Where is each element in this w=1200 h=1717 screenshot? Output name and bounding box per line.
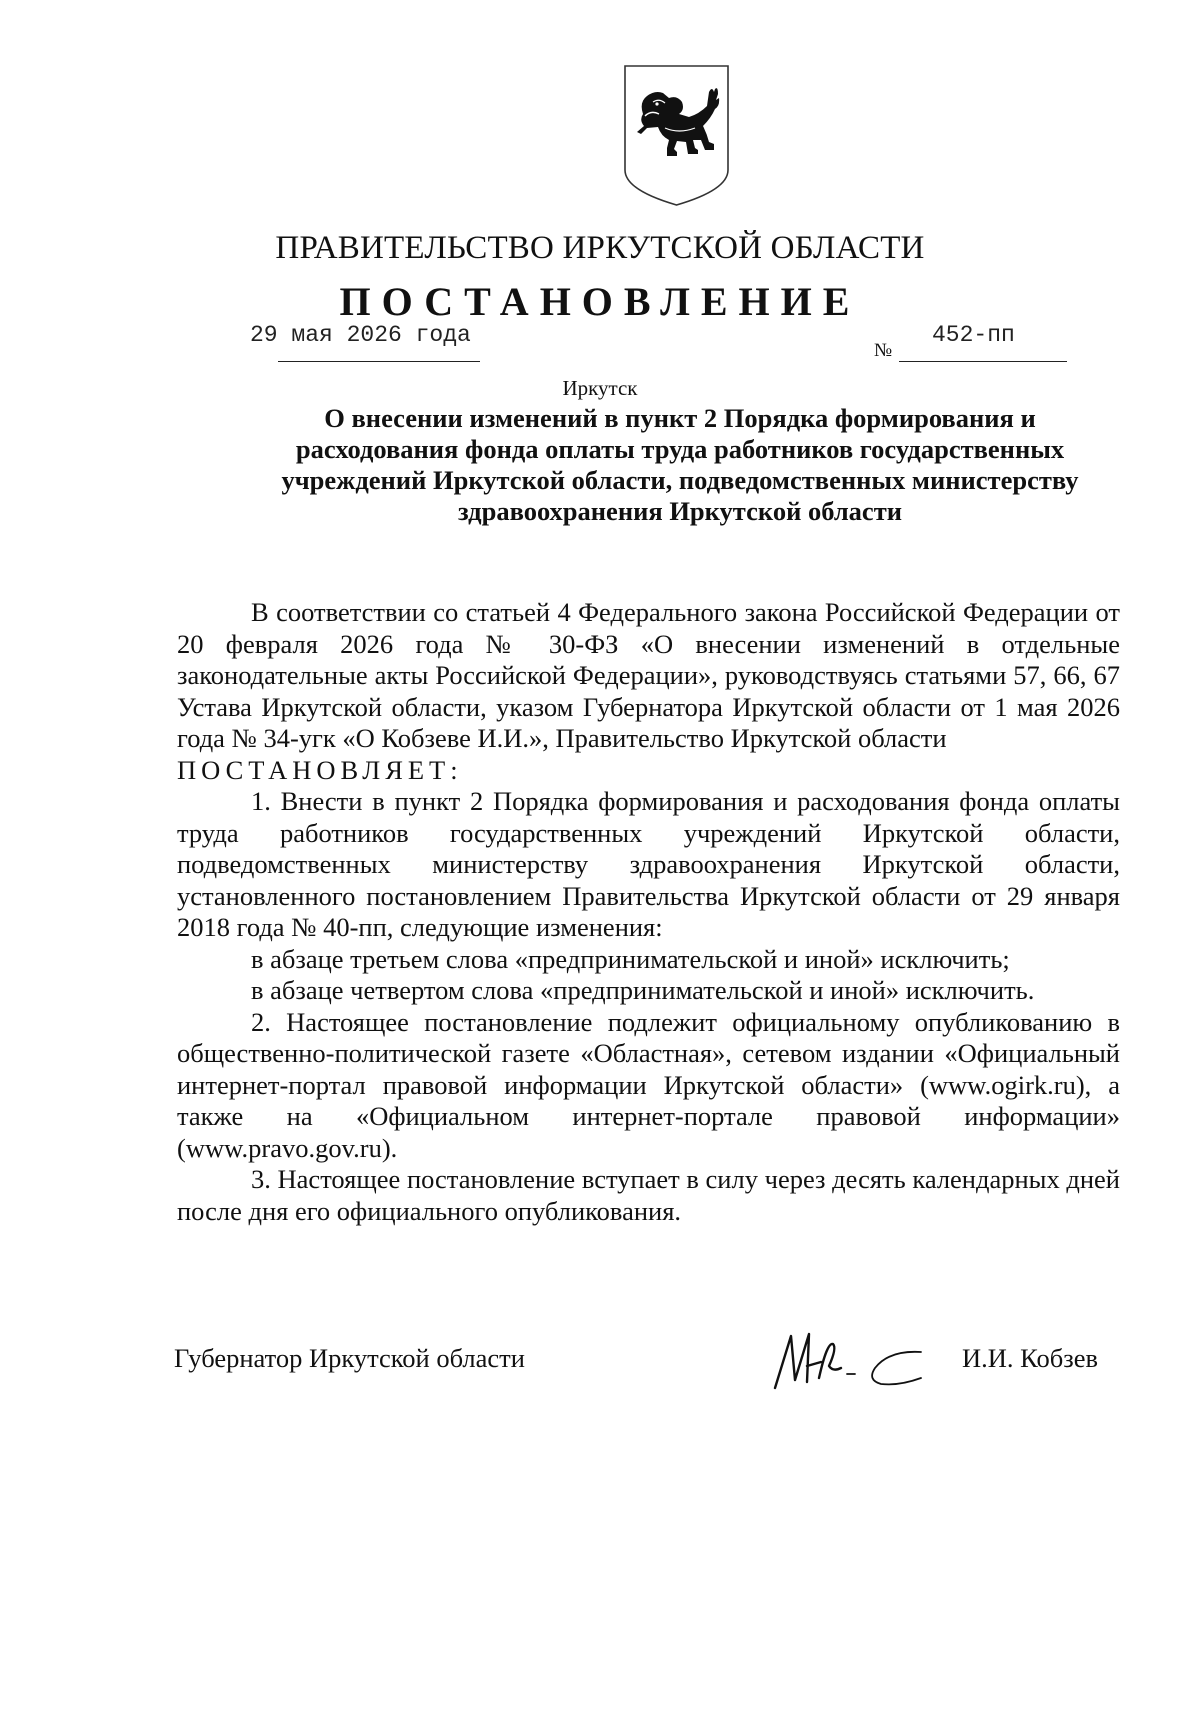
item-1-subitem-1: в абзаце третьем слова «предпринимательской и иной» исключить; xyxy=(251,943,1010,974)
resolves-heading: ПОСТАНОВЛЯЕТ: xyxy=(177,754,463,785)
document-body xyxy=(177,597,1120,1227)
document-number: 452-пп xyxy=(932,322,1015,348)
city-name: Иркутск xyxy=(562,376,638,400)
document-title xyxy=(250,403,1110,527)
government-name: ПРАВИТЕЛЬСТВО ИРКУТСКОЙ ОБЛАСТИ xyxy=(275,230,925,266)
signer-position: Губернатор Иркутской области xyxy=(174,1343,525,1373)
coat-of-arms-icon xyxy=(619,62,734,208)
number-underline xyxy=(899,361,1067,362)
preamble-paragraph: В соответствии со статьей 4 Федерального закона Российской Федерации от 20 февраля 2026 года № 30-ФЗ «О внесении изменений в отдельные законодательные акты Российской Федерации», руководствуясь статьями 57, 66, 67 Устава Иркутской области, указом Губернатора Иркутской области от 1 мая 2026 года № 34-угк «О Кобзеве И.И.», Правительство Иркутской области xyxy=(177,597,1120,753)
item-1-paragraph: 1. Внести в пункт 2 Порядка формирования и расходования фонда оплаты труда работников государственных учреждений Иркутской области, подведомственных министерству здравоохранения Иркутской области, установленного постановлением Правительства Иркутской области от 29 января 2018 года № 40-пп, следующие изменения: xyxy=(177,786,1120,942)
title-line: расходования фонда оплаты труда работников государственных xyxy=(295,434,1065,464)
date-underline xyxy=(278,361,480,362)
document-type-heading: ПОСТАНОВЛЕНИЕ xyxy=(339,279,861,324)
item-3-paragraph: 3. Настоящее постановление вступает в силу через десять календарных дней после дня его официального опубликования. xyxy=(177,1164,1120,1226)
title-line: учреждений Иркутской области, подведомственных министерству xyxy=(281,465,1079,495)
signer-name: И.И. Кобзев xyxy=(962,1343,1098,1373)
title-line: О внесении изменений в пункт 2 Порядка формирования и xyxy=(324,403,1036,433)
title-line: здравоохранения Иркутской области xyxy=(458,496,902,526)
handwritten-signature xyxy=(771,1322,951,1397)
number-field xyxy=(899,320,1067,362)
document-date: 29 мая 2026 года xyxy=(250,322,471,348)
item-1-subitem-2: в абзаце четвертом слова «предпринимательской и иной» исключить. xyxy=(251,975,1035,1005)
number-sign: № xyxy=(874,340,893,361)
date-field xyxy=(250,320,480,362)
item-2-paragraph: 2. Настоящее постановление подлежит официальному опубликованию в общественно-политической газете «Областная», сетевом издании «Официальный интернет-портал правовой информации Иркутской области» (www.ogirk.ru), а также на «Официальном интернет-портале правовой информации» (www.pravo.gov.ru). xyxy=(177,1006,1120,1163)
